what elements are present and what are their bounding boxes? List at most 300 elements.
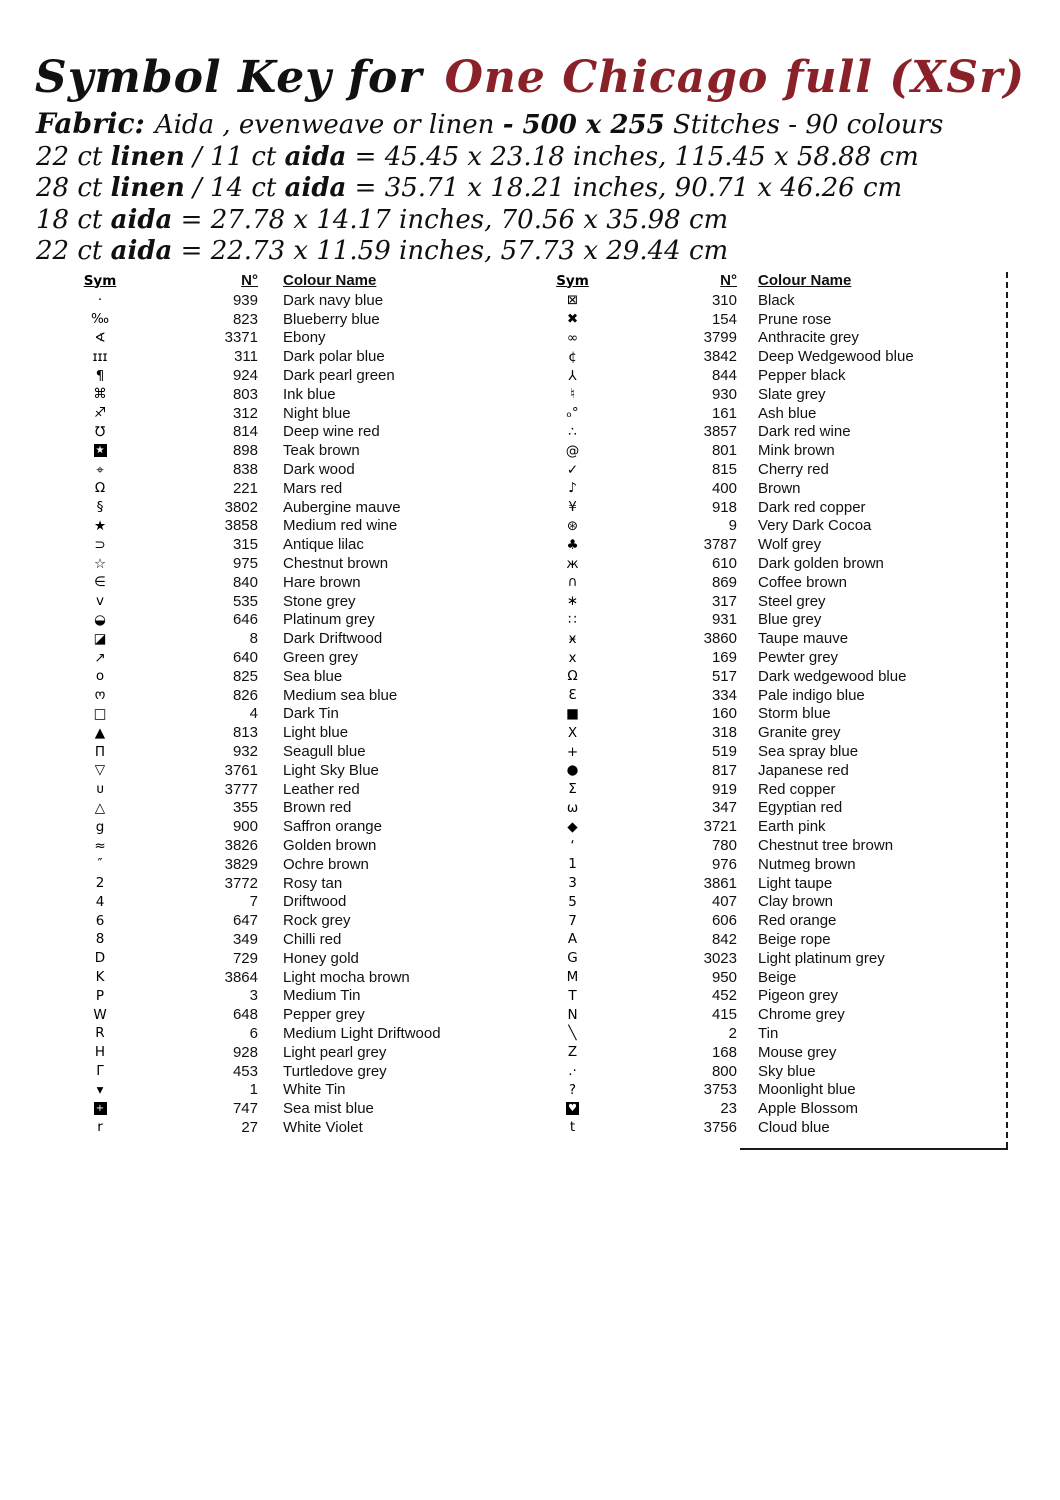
table-row: [60, 723, 510, 742]
symbol-cell: ᴠ: [96, 593, 104, 610]
colour-name-cell: Deep wine red: [283, 423, 380, 441]
number-cell: 918: [711, 498, 737, 516]
symbol-cell: ¥: [568, 499, 577, 516]
colour-name-cell: Red copper: [758, 780, 836, 798]
header-num: N°: [720, 272, 737, 289]
number-cell: 3023: [703, 949, 737, 967]
symbol-cell: ●: [566, 762, 579, 779]
symbol-cell: [60, 443, 140, 459]
colour-name-cell: Mink brown: [758, 442, 835, 460]
colour-name-cell: Chrome grey: [758, 1006, 845, 1024]
number-cell: 3772: [224, 874, 258, 892]
symbol-cell: x: [568, 649, 577, 666]
table-row: [535, 611, 1005, 630]
table-row: [535, 893, 1005, 912]
colour-name-cell: Medium Light Driftwood: [283, 1024, 441, 1042]
symbol-cell: ∴: [568, 423, 577, 440]
table-row: [60, 986, 510, 1005]
number-cell: 647: [232, 912, 258, 930]
symbol-cell: ᴜ: [96, 781, 104, 798]
number-cell: 975: [232, 555, 258, 573]
symbol-cell: ♮: [570, 386, 575, 403]
symbol-cell: ⌘: [93, 386, 107, 403]
colour-name-cell: Sea mist blue: [283, 1100, 374, 1118]
colour-name-cell: Nutmeg brown: [758, 855, 856, 873]
table-row: [60, 968, 510, 987]
colour-name-cell: Storm blue: [758, 705, 831, 723]
header-colour-name: Colour Name: [283, 272, 377, 289]
colour-name-cell: Mars red: [283, 479, 343, 497]
table-row: [60, 874, 510, 893]
symbol-cell: 1: [568, 856, 577, 873]
colour-name-cell: Dark red copper: [758, 498, 866, 516]
table-row: [535, 291, 1005, 310]
number-cell: 826: [232, 686, 258, 704]
table-row: [60, 761, 510, 780]
number-cell: 606: [711, 912, 737, 930]
table-row: [60, 347, 510, 366]
table-row: [535, 799, 1005, 818]
colour-name-cell: Honey gold: [283, 949, 359, 967]
number-cell: 801: [711, 442, 737, 460]
number-cell: 950: [711, 968, 737, 986]
symbol-cell: 3: [568, 875, 577, 892]
symbol-cell: g: [95, 818, 105, 835]
number-cell: 3861: [703, 874, 737, 892]
symbol-cell: ≈: [94, 837, 106, 854]
colour-name-cell: Taupe mauve: [758, 630, 849, 648]
number-cell: 311: [234, 348, 258, 366]
fabric-line-text: Aida , evenweave or linen: [154, 110, 503, 140]
table-row: [60, 517, 510, 536]
symbol-cell: ·: [97, 292, 103, 309]
symbol-cell: ♣: [566, 536, 579, 553]
number-cell: 640: [232, 649, 258, 667]
table-row: [60, 1099, 510, 1118]
symbol-cell: ♪: [568, 480, 577, 497]
table-row: [535, 535, 1005, 554]
colour-name-cell: Brown red: [283, 799, 352, 817]
symbol-cell: ★: [93, 517, 107, 534]
symbol-cell: Ω: [567, 668, 578, 685]
colour-name-cell: Chilli red: [283, 930, 342, 948]
number-cell: 3787: [703, 536, 737, 554]
number-cell: 3799: [703, 329, 737, 347]
symbol-cell: 4: [95, 893, 105, 910]
colour-name-cell: Pale indigo blue: [758, 686, 865, 704]
table-row: [535, 329, 1005, 348]
number-cell: 610: [711, 555, 737, 573]
table-row: [60, 1024, 510, 1043]
symbol-cell: Z: [567, 1044, 578, 1061]
table-row: [60, 930, 510, 949]
number-cell: 869: [711, 573, 737, 591]
table-row: [535, 949, 1005, 968]
number-cell: 318: [711, 724, 737, 742]
symbol-cell: Σ: [568, 781, 577, 798]
symbol-cell: ო: [94, 687, 106, 704]
colour-count: Stitches - 90 colours: [664, 110, 944, 140]
colour-name-cell: Hare brown: [283, 573, 361, 591]
colour-name-cell: Anthracite grey: [758, 329, 859, 347]
colour-name-cell: Dark wedgewood blue: [758, 667, 907, 685]
number-cell: 3858: [224, 517, 258, 535]
symbol-cell: W: [93, 1006, 107, 1023]
symbol-cell: .·: [568, 1063, 577, 1080]
symbol-cell: ω: [566, 799, 579, 816]
inverse-symbol: ♥: [566, 1102, 579, 1115]
symbol-cell: T: [568, 987, 577, 1004]
colour-name-cell: Pepper grey: [283, 1006, 365, 1024]
symbol-cell: ◒: [94, 611, 106, 628]
symbol-cell: K: [95, 969, 105, 986]
colour-name-cell: Black: [758, 291, 795, 309]
number-cell: 900: [232, 818, 258, 836]
table-row: [535, 629, 1005, 648]
number-cell: 3756: [703, 1118, 737, 1136]
symbol-cell: [535, 1101, 610, 1117]
symbol-cell: r: [97, 1119, 103, 1136]
colour-name-cell: Coffee brown: [758, 573, 847, 591]
colour-name-cell: Rock grey: [283, 912, 351, 930]
table-row: [60, 1062, 510, 1081]
table-row: [535, 1024, 1005, 1043]
colour-name-cell: Dark Driftwood: [283, 630, 383, 648]
table-row: [60, 329, 510, 348]
table-row: [60, 310, 510, 329]
colour-name-cell: Prune rose: [758, 310, 832, 328]
table-row: [60, 498, 510, 517]
number-cell: 898: [232, 442, 258, 460]
size-line: 18 ct aida = 27.78 x 14.17 inches, 70.56 x 35.98 cm: [36, 204, 729, 235]
symbol-cell: Γ: [96, 1063, 104, 1080]
symbol-cell: H: [94, 1044, 106, 1061]
colour-name-cell: Japanese red: [758, 761, 849, 779]
number-cell: 3761: [224, 761, 258, 779]
number-cell: 3826: [224, 837, 258, 854]
symbol-cell: t: [569, 1119, 576, 1136]
number-cell: 648: [232, 1006, 258, 1024]
table-row: [60, 385, 510, 404]
number-cell: 3777: [224, 780, 258, 798]
colour-name-cell: Dark navy blue: [283, 291, 384, 309]
colour-name-cell: Very Dark Cocoa: [758, 517, 872, 535]
number-cell: 535: [232, 592, 258, 610]
number-cell: 355: [232, 799, 258, 817]
colour-name-cell: Blue grey: [758, 611, 822, 629]
colour-name-cell: Aubergine mauve: [283, 498, 401, 516]
number-cell: 3371: [224, 329, 258, 347]
colour-name-cell: White Violet: [283, 1118, 363, 1136]
symbol-cell: D: [94, 950, 106, 967]
table-bottom-border: [740, 1148, 1008, 1150]
table-row: [535, 441, 1005, 460]
colour-name-cell: Dark Tin: [283, 705, 339, 723]
colour-name-cell: Cherry red: [758, 461, 829, 479]
table-row: [535, 592, 1005, 611]
colour-name-cell: Dark red wine: [758, 423, 851, 441]
colour-name-cell: Light blue: [283, 724, 349, 742]
colour-name-cell: Beige: [758, 968, 797, 986]
symbol-cell: ⊠: [566, 292, 579, 309]
colour-name-cell: Dark polar blue: [283, 348, 385, 366]
symbol-cell: ◪: [93, 630, 107, 647]
colour-name-cell: Stone grey: [283, 592, 356, 610]
table-row: [535, 855, 1005, 874]
number-cell: 814: [232, 423, 258, 441]
colour-name-cell: Light platinum grey: [758, 949, 885, 967]
table-row: [535, 1118, 1005, 1137]
number-cell: 840: [232, 573, 258, 591]
symbol-cell: G: [567, 950, 578, 967]
number-cell: 27: [241, 1118, 258, 1136]
number-cell: 823: [232, 310, 258, 328]
table-row: [535, 874, 1005, 893]
colour-name-cell: Egyptian red: [758, 799, 843, 817]
table-row: [60, 817, 510, 836]
number-cell: 825: [232, 667, 258, 685]
table-row: [60, 479, 510, 498]
colour-name-cell: White Tin: [283, 1081, 346, 1099]
symbol-cell: ▾: [96, 1081, 104, 1098]
table-row: [60, 404, 510, 423]
symbol-cell: ⌖: [96, 461, 104, 478]
colour-name-cell: Dark wood: [283, 461, 355, 479]
number-cell: 924: [232, 367, 258, 385]
table-row: [535, 366, 1005, 385]
table-row: [60, 855, 510, 874]
number-cell: 334: [711, 686, 737, 704]
table-row: [60, 1005, 510, 1024]
colour-name-cell: Light Sky Blue: [283, 761, 379, 779]
number-cell: 2: [728, 1024, 737, 1042]
colour-name-cell: Light mocha brown: [283, 968, 410, 986]
symbol-cell: ?: [568, 1081, 577, 1098]
table-row: [60, 460, 510, 479]
table-row: [60, 742, 510, 761]
table-row: [535, 780, 1005, 799]
number-cell: 646: [232, 611, 258, 629]
colour-name-cell: Ink blue: [283, 385, 336, 403]
number-cell: 939: [232, 291, 258, 309]
size-line: 22 ct aida = 22.73 x 11.59 inches, 57.73 x 29.44 cm: [36, 236, 729, 266]
colour-name-cell: Cloud blue: [758, 1118, 830, 1136]
table-row: [60, 554, 510, 573]
table-row: [535, 1080, 1005, 1099]
symbol-cell: ✓: [566, 461, 579, 478]
number-cell: 169: [711, 649, 737, 667]
number-cell: 919: [711, 780, 737, 798]
symbol-cell: 7: [568, 912, 577, 929]
colour-name-cell: Seagull blue: [283, 743, 366, 761]
number-cell: 161: [711, 404, 737, 422]
number-cell: 8: [249, 630, 258, 648]
symbol-cell: ″: [97, 856, 103, 873]
table-row: [535, 686, 1005, 705]
number-cell: 317: [711, 592, 737, 610]
number-cell: 976: [711, 855, 737, 873]
symbol-cell: Ω: [94, 480, 106, 497]
symbol-cell: ◆: [567, 818, 578, 835]
colour-name-cell: Ash blue: [758, 404, 817, 422]
symbol-cell: ⊃: [94, 536, 106, 553]
page-title: [0, 52, 1060, 104]
colour-name-cell: Turtledove grey: [283, 1062, 387, 1080]
table-row: [535, 742, 1005, 761]
symbol-cell: ☆: [93, 555, 107, 572]
inverse-symbol: +: [94, 1102, 107, 1115]
number-cell: 3: [249, 987, 258, 1005]
number-cell: 160: [711, 705, 737, 723]
colour-name-cell: Sky blue: [758, 1062, 816, 1080]
number-cell: 453: [232, 1062, 258, 1080]
number-cell: 4: [249, 705, 258, 723]
number-cell: 3860: [703, 630, 737, 648]
table-row: [60, 949, 510, 968]
table-row: [60, 535, 510, 554]
table-row: [60, 705, 510, 724]
number-cell: 407: [711, 893, 737, 911]
symbol-cell: ♐: [93, 405, 107, 422]
table-row: [535, 705, 1005, 724]
symbol-cell: ‰: [90, 311, 110, 328]
symbol-cell: ∷: [568, 611, 577, 628]
colour-name-cell: Tin: [758, 1024, 779, 1042]
size-line: 22 ct linen / 11 ct aida = 45.45 x 23.18 inches, 115.45 x 58.88 cm: [36, 141, 919, 172]
number-cell: 813: [232, 724, 258, 742]
table-right-dashed-border: [1006, 272, 1008, 1148]
colour-name-cell: Sea spray blue: [758, 743, 859, 761]
table-row: [535, 1062, 1005, 1081]
number-cell: 800: [711, 1062, 737, 1080]
symbol-cell: ∈: [94, 574, 106, 591]
symbol-cell: △: [94, 799, 106, 816]
symbol-cell: @: [565, 442, 580, 459]
table-row: [535, 1005, 1005, 1024]
colour-name-cell: Night blue: [283, 404, 351, 422]
number-cell: 519: [711, 743, 737, 761]
table-row: [535, 1043, 1005, 1062]
table-row: [535, 517, 1005, 536]
table-row: [60, 611, 510, 630]
number-cell: 844: [711, 367, 737, 385]
number-cell: 838: [232, 461, 258, 479]
number-cell: 3842: [703, 348, 737, 366]
colour-name-cell: Teak brown: [283, 442, 360, 460]
number-cell: 400: [711, 479, 737, 497]
table-row: [535, 310, 1005, 329]
number-cell: 6: [249, 1024, 258, 1042]
number-cell: 23: [720, 1100, 737, 1118]
table-row: [60, 592, 510, 611]
table-row: [535, 986, 1005, 1005]
symbol-table-right: [535, 270, 1005, 1137]
table-row: [60, 573, 510, 592]
symbol-cell: M: [566, 969, 579, 986]
table-row: [535, 968, 1005, 987]
table-row: [60, 648, 510, 667]
number-cell: 168: [711, 1043, 737, 1061]
table-row: [535, 648, 1005, 667]
table-row: [535, 667, 1005, 686]
colour-name-cell: Dark pearl green: [283, 367, 395, 385]
symbol-cell: 5: [568, 893, 577, 910]
colour-name-cell: Granite grey: [758, 724, 841, 742]
number-cell: 842: [711, 930, 737, 948]
symbol-cell: ɪɪɪ: [92, 348, 108, 365]
table-row: [535, 479, 1005, 498]
colour-name-cell: Chestnut tree brown: [758, 837, 894, 854]
symbol-cell: □: [93, 705, 107, 722]
table-row: [60, 291, 510, 310]
colour-name-cell: Mouse grey: [758, 1043, 837, 1061]
colour-name-cell: Medium red wine: [283, 517, 398, 535]
table-row: [535, 817, 1005, 836]
symbol-cell: ■: [566, 705, 579, 722]
title-prefix: Symbol Key for: [34, 52, 423, 103]
symbol-table-left: [60, 270, 510, 1137]
symbol-cell: ∩: [567, 574, 578, 591]
colour-name-cell: Slate grey: [758, 385, 826, 403]
colour-name-cell: Pewter grey: [758, 649, 839, 667]
fabric-info: [36, 108, 943, 268]
table-header: [60, 270, 510, 291]
colour-name-cell: Platinum grey: [283, 611, 375, 629]
stitch-count: - 500 x 255: [502, 110, 665, 140]
colour-name-cell: Dark golden brown: [758, 555, 884, 573]
colour-name-cell: Earth pink: [758, 818, 826, 836]
symbol-cell: ∗: [566, 593, 579, 610]
table-row: [60, 893, 510, 912]
symbol-cell: ∞: [566, 329, 579, 346]
table-row: [60, 836, 510, 855]
colour-name-cell: Apple Blossom: [758, 1100, 859, 1118]
colour-name-cell: Medium Tin: [283, 987, 361, 1005]
number-cell: 221: [232, 479, 258, 497]
number-cell: 780: [711, 837, 737, 854]
colour-name-cell: Light taupe: [758, 874, 833, 892]
table-row: [60, 780, 510, 799]
table-row: [535, 460, 1005, 479]
colour-name-cell: Beige rope: [758, 930, 831, 948]
symbol-cell: ▽: [94, 762, 106, 779]
colour-name-cell: Moonlight blue: [758, 1081, 856, 1099]
colour-name-cell: Brown: [758, 479, 801, 497]
number-cell: 729: [232, 949, 258, 967]
symbol-cell: ₒ°: [566, 405, 579, 422]
table-row: [535, 347, 1005, 366]
table-row: [60, 1118, 510, 1137]
symbol-cell: ¶: [95, 367, 105, 384]
table-row: [535, 404, 1005, 423]
symbol-cell: Ɛ: [568, 687, 577, 704]
number-cell: 517: [711, 667, 737, 685]
colour-name-cell: Chestnut brown: [283, 555, 389, 573]
table-row: [535, 836, 1005, 855]
symbol-cell: ↗: [94, 649, 106, 666]
symbol-cell: ✖: [566, 311, 579, 328]
symbol-cell: ‘: [570, 837, 575, 854]
colour-name-cell: Pigeon grey: [758, 987, 839, 1005]
number-cell: 312: [232, 404, 258, 422]
number-cell: 154: [711, 310, 737, 328]
symbol-cell: ∢: [94, 329, 106, 346]
table-row: [535, 1099, 1005, 1118]
table-row: [60, 686, 510, 705]
table-row: [535, 761, 1005, 780]
colour-name-cell: Ochre brown: [283, 855, 369, 873]
number-cell: 3864: [224, 968, 258, 986]
